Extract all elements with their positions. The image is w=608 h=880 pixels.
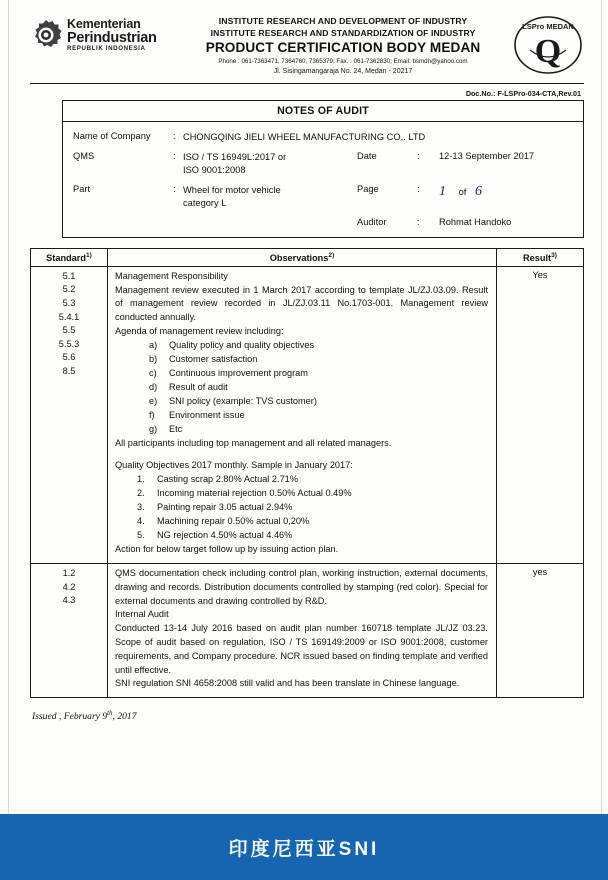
header-result-label: Result: [523, 252, 552, 263]
issued-suffix: , 2017: [112, 711, 137, 723]
list-item: [149, 423, 488, 437]
auditor-colon: :: [417, 216, 420, 227]
list-text: Etc: [169, 423, 183, 434]
notes-of-audit-title: NOTES OF AUDIT: [63, 101, 583, 122]
list-item: [149, 353, 488, 367]
issued-line: [30, 710, 584, 722]
standard-item: 1.2: [62, 567, 76, 578]
list-item: [149, 381, 488, 395]
standard-item: 5.2: [62, 284, 76, 295]
header-observations-label: Observations: [269, 252, 329, 263]
quality-objectives-list: [115, 473, 488, 543]
list-text: Painting repair 3.05 actual 2.94%: [157, 502, 293, 513]
standard-item: 5.6: [62, 352, 76, 363]
company-label: Name of Company: [73, 130, 151, 141]
list-text: Environment issue: [169, 409, 245, 420]
list-item: [137, 487, 488, 501]
notes-of-audit-body: [63, 122, 583, 237]
part-row: [63, 184, 583, 210]
page-content: [30, 14, 584, 722]
ministry-line-2: Perindustrian: [67, 29, 157, 46]
date-colon: :: [417, 150, 420, 161]
audit-table-head: [31, 248, 584, 266]
issued-prefix: Issued , February 9: [32, 711, 108, 723]
list-marker: c): [149, 367, 157, 378]
list-marker: e): [149, 395, 158, 406]
standard-item: 5.1: [62, 270, 76, 281]
row-1-observations: [108, 266, 497, 563]
ministry-wordmark: [67, 18, 157, 52]
list-marker: g): [149, 423, 158, 434]
qms-row: [63, 151, 583, 177]
page-value-group: [439, 184, 583, 200]
part-colon: :: [173, 183, 176, 194]
part-value-line-1: Wheel for motor vehicle: [183, 184, 281, 195]
list-text: Continuous improvement program: [169, 367, 308, 378]
date-value: 12-13 September 2017: [439, 150, 535, 161]
header-standard: [31, 248, 108, 266]
qms-label: QMS: [73, 150, 95, 161]
part-value: [183, 184, 357, 210]
part-label: Part: [73, 183, 91, 194]
audit-table-header-row: [31, 248, 584, 266]
observation-subheading: Internal Audit: [115, 609, 169, 620]
audit-table-body: [31, 266, 584, 697]
row-1-result: Yes: [497, 266, 584, 563]
ministry-line-3: REPUBLIK INDONESIA: [67, 44, 146, 52]
part-value-line-2: category L: [183, 197, 227, 208]
company-colon: :: [173, 130, 176, 141]
lspro-medan-seal-icon: [512, 14, 584, 76]
list-text: Incoming material rejection 0.50% Actual 0.49%: [157, 488, 352, 499]
audit-table: [30, 248, 584, 698]
header-standard-label: Standard: [46, 252, 86, 263]
header-observations-sup: 2): [328, 251, 335, 259]
list-marker: b): [149, 353, 158, 364]
scan-edge-left: [8, 0, 9, 880]
list-text: Machining repair 0.50% actual 0,20%: [157, 516, 310, 527]
standard-item: 5.5: [62, 325, 76, 336]
list-marker: 5.: [137, 530, 145, 541]
observation-closing: Action for below target follow up by issuing action plan.: [115, 544, 339, 555]
list-marker: 1.: [137, 474, 145, 485]
list-text: Quality policy and quality objectives: [169, 339, 315, 350]
list-text: SNI policy (example: TVS customer): [169, 395, 317, 406]
document-header: [30, 14, 584, 81]
observation-paragraph: SNI regulation SNI 4658:2008 still valid and has been translate in Chinese language.: [115, 678, 460, 689]
auditor-value: Rohmat Handoko: [439, 216, 512, 227]
company-value: CHONGQING JIELI WHEEL MANUFACTURING CO,. LTD: [183, 131, 426, 142]
header-center-block: [180, 14, 506, 77]
date-label: Date: [357, 150, 377, 161]
observation-paragraph: QMS documentation check including control plan, working instruction, external documents, drawing and records. Distribution documents controlled by stamping (red color). Special for external documents and drawing controlled by R&D.: [115, 567, 488, 606]
auditor-block: [357, 217, 583, 227]
bottom-banner: [0, 814, 608, 880]
auditor-row: [63, 217, 583, 227]
banner-text: 印度尼西亚SNI: [228, 838, 380, 860]
page-total-handwritten: 6: [474, 183, 482, 199]
scan-edge-right: [601, 0, 602, 880]
qms-value-line-2: ISO 9001:2008: [183, 164, 246, 175]
header-result-sup: 3): [551, 251, 557, 259]
qms-value: [183, 151, 357, 177]
standard-item: 5.3: [62, 298, 76, 309]
page-of-label: of: [458, 186, 467, 197]
standard-item: 5.4.1: [58, 311, 80, 322]
list-text: Result of audit: [169, 381, 228, 392]
table-row: [31, 266, 584, 563]
date-block: [357, 151, 583, 161]
lspro-seal-block: [506, 14, 584, 76]
header-address: Jl. Sisingamangaraja No. 24, Medan - 20217: [273, 67, 413, 75]
header-divider: [30, 83, 584, 84]
page-label: Page: [357, 183, 379, 194]
list-marker: 2.: [137, 488, 145, 499]
svg-text:Q: Q: [534, 33, 562, 70]
header-phone: Phone : 061-7363471, 7364760, 7365379; Fax. : 061-7362830; Email: bsmdn@yahoo.com: [218, 58, 468, 66]
page-block: [357, 184, 583, 200]
standard-item: 8.5: [62, 366, 76, 377]
list-marker: 3.: [137, 502, 145, 513]
agenda-list: [115, 339, 488, 437]
list-item: [137, 529, 488, 543]
observation-paragraph: Management Responsibility: [115, 270, 228, 281]
list-marker: f): [149, 409, 155, 420]
qms-colon: :: [173, 150, 176, 161]
svg-text:LSPro MEDAN: LSPro MEDAN: [522, 22, 574, 31]
observation-paragraph: Conducted 13-14 July 2016 based on audit plan number 160718 template JL/JZ 03.23. Scope of audit based on regulation, ISO / TS 169149:2009 or ISO 9001:2008, customer requirements, and Company procedure. NCR issued based on finding template and verified until effective.: [115, 623, 488, 675]
list-text: NG rejection 4.50% actual 4.46%: [157, 530, 293, 541]
observation-paragraph: Management review executed in 1 March 2017 according to template JL/ZJ.03.09. Result of management review recorded in JL/ZJ.03.11 No.1703-001. Management review conducted annually.: [115, 284, 488, 323]
doc-number: Doc.No.: F-LSPro-034-CTA,Rev.01: [465, 88, 581, 98]
row-2-observations: [108, 563, 497, 697]
list-marker: d): [149, 381, 158, 392]
qms-value-line-1: ISO / TS 16949L:2017 or: [183, 151, 287, 162]
header-result: [497, 248, 584, 266]
table-row: [31, 563, 584, 697]
list-item: [149, 395, 488, 409]
ministry-line-1: Kementerian: [67, 17, 141, 31]
observation-paragraph: Quality Objectives 2017 monthly. Sample in January 2017:: [115, 460, 353, 471]
notes-of-audit-box: [62, 100, 584, 238]
header-standard-sup: 1): [85, 251, 92, 259]
row-2-result: yes: [497, 563, 584, 697]
list-marker: a): [149, 339, 158, 350]
standard-item: 4.3: [62, 595, 76, 606]
ministry-logo-block: [30, 14, 180, 52]
observation-paragraph: Agenda of management review including:: [115, 325, 284, 336]
row-2-standards: [31, 563, 108, 697]
list-marker: 4.: [137, 516, 145, 527]
page-colon: :: [417, 183, 420, 194]
issued-sup: th: [107, 710, 113, 718]
list-item: [137, 501, 488, 515]
company-row: [63, 131, 583, 144]
list-text: Casting scrap 2.80% Actual 2.71%: [157, 474, 298, 485]
list-item: [137, 473, 488, 487]
row-1-standards: [31, 266, 108, 563]
standard-item: 4.2: [62, 581, 76, 592]
list-item: [149, 339, 488, 353]
observation-after-list: All participants including top management and all related managers.: [115, 437, 392, 448]
list-text: Customer satisfaction: [169, 353, 258, 364]
list-item: [137, 515, 488, 529]
page-number-handwritten: 1: [439, 183, 446, 199]
standard-item: 5.5.3: [58, 338, 80, 349]
auditor-label: Auditor: [357, 216, 387, 227]
institute-line-1: INSTITUTE RESEARCH AND DEVELOPMENT OF INDUSTRY: [218, 16, 468, 26]
list-item: [149, 409, 488, 423]
list-item: [149, 367, 488, 381]
observation-spacer: [115, 450, 488, 459]
institute-line-2: INSTITUTE RESEARCH AND STANDARDIZATION OF INDUSTRY: [210, 27, 476, 38]
header-observations: [108, 248, 497, 266]
header-title: PRODUCT CERTIFICATION BODY MEDAN: [205, 40, 481, 56]
gear-logo-icon: [30, 19, 62, 51]
